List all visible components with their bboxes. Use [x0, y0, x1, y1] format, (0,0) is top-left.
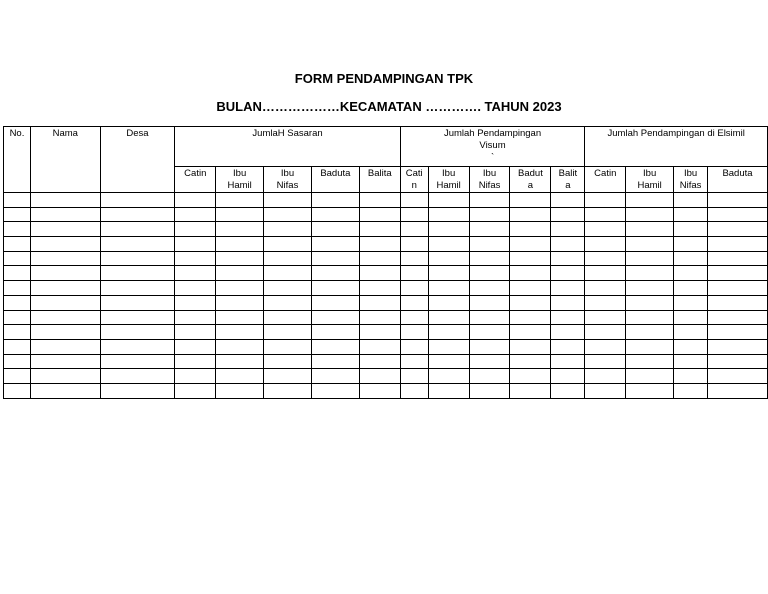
table-cell[interactable] — [400, 354, 428, 369]
table-cell[interactable] — [400, 383, 428, 398]
header-nama: Nama — [30, 127, 100, 193]
form-subtitle: BULAN………………KECAMATAN …………. TAHUN 2023 — [216, 99, 562, 114]
table-cell[interactable] — [585, 325, 626, 340]
table-cell[interactable] — [4, 281, 31, 296]
table-cell[interactable] — [264, 266, 312, 281]
table-cell[interactable] — [674, 369, 708, 384]
table-cell[interactable] — [585, 251, 626, 266]
table-cell[interactable] — [4, 325, 31, 340]
table-cell[interactable] — [708, 266, 768, 281]
table-cell[interactable] — [708, 251, 768, 266]
table-cell[interactable] — [674, 266, 708, 281]
table-cell[interactable] — [359, 281, 400, 296]
table-cell[interactable] — [428, 193, 469, 208]
table-cell[interactable] — [216, 266, 264, 281]
table-cell[interactable] — [100, 325, 175, 340]
table-cell[interactable] — [100, 207, 175, 222]
table-cell[interactable] — [100, 266, 175, 281]
table-cell[interactable] — [264, 295, 312, 310]
table-row — [4, 281, 768, 296]
table-cell[interactable] — [510, 383, 551, 398]
table-cell[interactable] — [674, 325, 708, 340]
table-cell[interactable] — [674, 281, 708, 296]
table-cell[interactable] — [510, 237, 551, 252]
table-cell[interactable] — [428, 207, 469, 222]
table-cell[interactable] — [311, 207, 359, 222]
table-cell[interactable] — [708, 193, 768, 208]
table-cell[interactable] — [311, 339, 359, 354]
table-cell[interactable] — [216, 207, 264, 222]
subheader-sasaran-balita: Balita — [359, 167, 400, 193]
table-cell[interactable] — [100, 383, 175, 398]
table-cell[interactable] — [400, 339, 428, 354]
table-cell[interactable] — [311, 383, 359, 398]
table-cell[interactable] — [551, 193, 585, 208]
table-row — [4, 310, 768, 325]
table-cell[interactable] — [100, 354, 175, 369]
table-cell[interactable] — [30, 383, 100, 398]
table-cell[interactable] — [469, 383, 510, 398]
table-cell[interactable] — [585, 222, 626, 237]
table-row — [4, 193, 768, 208]
table-cell[interactable] — [428, 369, 469, 384]
table-cell[interactable] — [469, 369, 510, 384]
table-cell[interactable] — [428, 295, 469, 310]
table-cell[interactable] — [469, 281, 510, 296]
table-cell[interactable] — [428, 251, 469, 266]
table-row — [4, 369, 768, 384]
table-cell[interactable] — [311, 193, 359, 208]
table-cell[interactable] — [216, 325, 264, 340]
table-cell[interactable] — [551, 354, 585, 369]
table-cell[interactable] — [626, 281, 674, 296]
table-cell[interactable] — [708, 237, 768, 252]
table-cell[interactable] — [400, 295, 428, 310]
table-cell[interactable] — [311, 295, 359, 310]
table-cell[interactable] — [216, 237, 264, 252]
table-cell[interactable] — [4, 251, 31, 266]
table-cell[interactable] — [585, 237, 626, 252]
table-cell[interactable] — [311, 237, 359, 252]
table-cell[interactable] — [30, 339, 100, 354]
table-cell[interactable] — [674, 237, 708, 252]
subheader-visum-catin: Cati n — [400, 167, 428, 193]
table-cell[interactable] — [216, 354, 264, 369]
table-cell[interactable] — [216, 339, 264, 354]
table-cell[interactable] — [626, 237, 674, 252]
table-cell[interactable] — [311, 354, 359, 369]
table-cell[interactable] — [674, 310, 708, 325]
subheader-sasaran-baduta: Baduta — [311, 167, 359, 193]
table-cell[interactable] — [4, 222, 31, 237]
table-cell[interactable] — [469, 295, 510, 310]
table-cell[interactable] — [175, 266, 216, 281]
table-cell[interactable] — [100, 295, 175, 310]
form-title: FORM PENDAMPINGAN TPK — [294, 71, 474, 86]
table-cell[interactable] — [175, 237, 216, 252]
table-cell[interactable] — [626, 295, 674, 310]
table-cell[interactable] — [100, 369, 175, 384]
table-cell[interactable] — [510, 193, 551, 208]
header-jumlah-sasaran: JumlaH Sasaran — [175, 127, 400, 167]
table-cell[interactable] — [674, 251, 708, 266]
table-cell[interactable] — [469, 310, 510, 325]
table-cell[interactable] — [674, 295, 708, 310]
table-cell[interactable] — [708, 325, 768, 340]
subheader-sasaran-ibu-nifas: Ibu Nifas — [264, 167, 312, 193]
subheader-visum-balita: Balit a — [551, 167, 585, 193]
table-cell[interactable] — [585, 369, 626, 384]
table-row — [4, 354, 768, 369]
table-cell[interactable] — [264, 193, 312, 208]
table-cell[interactable] — [4, 354, 31, 369]
table-cell[interactable] — [4, 339, 31, 354]
table-cell[interactable] — [400, 369, 428, 384]
table-cell[interactable] — [4, 237, 31, 252]
table-row — [4, 266, 768, 281]
table-cell[interactable] — [626, 325, 674, 340]
table-cell[interactable] — [510, 310, 551, 325]
table-cell[interactable] — [30, 193, 100, 208]
table-cell[interactable] — [674, 354, 708, 369]
table-cell[interactable] — [30, 237, 100, 252]
table-cell[interactable] — [175, 281, 216, 296]
table-cell[interactable] — [4, 295, 31, 310]
table-cell[interactable] — [469, 222, 510, 237]
table-cell[interactable] — [100, 222, 175, 237]
table-cell[interactable] — [311, 325, 359, 340]
table-cell[interactable] — [626, 207, 674, 222]
subheader-elsimil-catin: Catin — [585, 167, 626, 193]
table-cell[interactable] — [30, 369, 100, 384]
table-cell[interactable] — [4, 310, 31, 325]
table-cell[interactable] — [510, 281, 551, 296]
subheader-visum-baduta: Badut a — [510, 167, 551, 193]
table-cell[interactable] — [216, 295, 264, 310]
subheader-elsimil-ibu-nifas: Ibu Nifas — [674, 167, 708, 193]
table-cell[interactable] — [359, 193, 400, 208]
table-cell[interactable] — [264, 237, 312, 252]
table-cell[interactable] — [175, 339, 216, 354]
table-cell[interactable] — [4, 266, 31, 281]
table-cell[interactable] — [510, 354, 551, 369]
table-cell[interactable] — [510, 295, 551, 310]
table-cell[interactable] — [626, 369, 674, 384]
table-cell[interactable] — [264, 207, 312, 222]
table-cell[interactable] — [551, 281, 585, 296]
table-cell[interactable] — [708, 369, 768, 384]
table-cell[interactable] — [30, 222, 100, 237]
table-cell[interactable] — [551, 266, 585, 281]
table-cell[interactable] — [264, 310, 312, 325]
table-cell[interactable] — [175, 295, 216, 310]
table-row — [4, 339, 768, 354]
table-cell[interactable] — [626, 266, 674, 281]
header-desa: Desa — [100, 127, 175, 193]
table-cell[interactable] — [708, 222, 768, 237]
table-cell[interactable] — [175, 383, 216, 398]
table-cell[interactable] — [216, 369, 264, 384]
table-cell[interactable] — [400, 237, 428, 252]
table-cell[interactable] — [428, 354, 469, 369]
table-cell[interactable] — [708, 354, 768, 369]
table-cell[interactable] — [175, 222, 216, 237]
table-cell[interactable] — [30, 354, 100, 369]
table-cell[interactable] — [359, 266, 400, 281]
table-row — [4, 295, 768, 310]
table-cell[interactable] — [708, 207, 768, 222]
table-cell[interactable] — [428, 222, 469, 237]
table-cell[interactable] — [510, 266, 551, 281]
table-cell[interactable] — [674, 383, 708, 398]
table-cell[interactable] — [510, 222, 551, 237]
table-cell[interactable] — [100, 310, 175, 325]
table-cell[interactable] — [585, 383, 626, 398]
table-cell[interactable] — [30, 207, 100, 222]
table-cell[interactable] — [30, 281, 100, 296]
table-cell[interactable] — [708, 383, 768, 398]
table-cell[interactable] — [551, 310, 585, 325]
table-cell[interactable] — [585, 339, 626, 354]
table-cell[interactable] — [428, 383, 469, 398]
table-cell[interactable] — [626, 339, 674, 354]
table-cell[interactable] — [428, 310, 469, 325]
table-cell[interactable] — [359, 325, 400, 340]
table-cell[interactable] — [100, 339, 175, 354]
table-cell[interactable] — [585, 310, 626, 325]
table-cell[interactable] — [264, 281, 312, 296]
table-cell[interactable] — [428, 266, 469, 281]
table-cell[interactable] — [175, 207, 216, 222]
table-cell[interactable] — [264, 339, 312, 354]
table-cell[interactable] — [551, 237, 585, 252]
table-cell[interactable] — [585, 295, 626, 310]
table-cell[interactable] — [469, 193, 510, 208]
table-cell[interactable] — [626, 222, 674, 237]
data-table — [3, 126, 768, 399]
table-cell[interactable] — [585, 354, 626, 369]
table-cell[interactable] — [469, 339, 510, 354]
table-row — [4, 222, 768, 237]
table-cell[interactable] — [510, 251, 551, 266]
table-cell[interactable] — [510, 369, 551, 384]
table-cell[interactable] — [428, 281, 469, 296]
table-cell[interactable] — [311, 281, 359, 296]
table-cell[interactable] — [359, 354, 400, 369]
table-cell[interactable] — [264, 369, 312, 384]
table-cell[interactable] — [100, 193, 175, 208]
header-row-primary — [4, 127, 768, 167]
table-cell[interactable] — [264, 325, 312, 340]
table-cell[interactable] — [469, 251, 510, 266]
table-cell[interactable] — [510, 339, 551, 354]
table-cell[interactable] — [216, 310, 264, 325]
table-cell[interactable] — [428, 237, 469, 252]
table-cell[interactable] — [359, 207, 400, 222]
table-cell[interactable] — [175, 369, 216, 384]
table-cell[interactable] — [311, 310, 359, 325]
table-cell[interactable] — [551, 383, 585, 398]
table-cell[interactable] — [551, 295, 585, 310]
header-jumlah-pendampingan-elsimil: Jumlah Pendampingan di Elsimil — [585, 127, 768, 167]
table-cell[interactable] — [100, 237, 175, 252]
table-cell[interactable] — [469, 354, 510, 369]
table-cell[interactable] — [264, 222, 312, 237]
table-cell[interactable] — [216, 222, 264, 237]
table-cell[interactable] — [264, 354, 312, 369]
table-cell[interactable] — [469, 237, 510, 252]
table-cell[interactable] — [585, 207, 626, 222]
table-cell[interactable] — [674, 207, 708, 222]
table-cell[interactable] — [708, 339, 768, 354]
table-cell[interactable] — [585, 266, 626, 281]
table-cell[interactable] — [359, 310, 400, 325]
table-cell[interactable] — [175, 193, 216, 208]
table-cell[interactable] — [708, 310, 768, 325]
table-cell[interactable] — [674, 222, 708, 237]
table-cell[interactable] — [626, 251, 674, 266]
table-cell[interactable] — [400, 281, 428, 296]
table-cell[interactable] — [708, 295, 768, 310]
table-row — [4, 325, 768, 340]
table-cell[interactable] — [264, 383, 312, 398]
table-cell[interactable] — [551, 207, 585, 222]
table-cell[interactable] — [400, 207, 428, 222]
subheader-sasaran-catin: Catin — [175, 167, 216, 193]
table-cell[interactable] — [311, 369, 359, 384]
table-cell[interactable] — [30, 325, 100, 340]
table-cell[interactable] — [311, 251, 359, 266]
table-cell[interactable] — [551, 325, 585, 340]
table-cell[interactable] — [469, 266, 510, 281]
table-cell[interactable] — [674, 193, 708, 208]
table-cell[interactable] — [216, 251, 264, 266]
table-cell[interactable] — [428, 325, 469, 340]
header-no: No. — [4, 127, 31, 193]
table-cell[interactable] — [708, 281, 768, 296]
table-cell[interactable] — [175, 310, 216, 325]
table-cell[interactable] — [400, 251, 428, 266]
table-cell[interactable] — [400, 222, 428, 237]
table-row — [4, 207, 768, 222]
table-cell[interactable] — [359, 295, 400, 310]
table-cell[interactable] — [510, 325, 551, 340]
table-cell[interactable] — [4, 369, 31, 384]
table-cell[interactable] — [359, 383, 400, 398]
table-cell[interactable] — [469, 207, 510, 222]
table-cell[interactable] — [359, 222, 400, 237]
table-cell[interactable] — [30, 266, 100, 281]
table-cell[interactable] — [4, 383, 31, 398]
table-cell[interactable] — [4, 207, 31, 222]
table-cell[interactable] — [359, 237, 400, 252]
subheader-elsimil-baduta: Baduta — [708, 167, 768, 193]
table-cell[interactable] — [311, 222, 359, 237]
table-cell[interactable] — [551, 339, 585, 354]
table-cell[interactable] — [100, 251, 175, 266]
table-cell[interactable] — [30, 310, 100, 325]
table-cell[interactable] — [626, 354, 674, 369]
table-row — [4, 237, 768, 252]
table-cell[interactable] — [585, 281, 626, 296]
table-cell[interactable] — [216, 193, 264, 208]
table-cell[interactable] — [400, 266, 428, 281]
table-cell[interactable] — [264, 251, 312, 266]
table-cell[interactable] — [30, 251, 100, 266]
table-cell[interactable] — [100, 281, 175, 296]
table-cell[interactable] — [585, 193, 626, 208]
table-cell[interactable] — [626, 310, 674, 325]
table-row — [4, 383, 768, 398]
subheader-elsimil-ibu-hamil: Ibu Hamil — [626, 167, 674, 193]
table-cell[interactable] — [626, 383, 674, 398]
table-cell[interactable] — [674, 339, 708, 354]
table-cell[interactable] — [175, 251, 216, 266]
table-cell[interactable] — [216, 281, 264, 296]
table-cell[interactable] — [626, 193, 674, 208]
table-cell[interactable] — [551, 251, 585, 266]
table-cell[interactable] — [359, 251, 400, 266]
table-cell[interactable] — [469, 325, 510, 340]
table-cell[interactable] — [400, 325, 428, 340]
subheader-visum-ibu-nifas: Ibu Nifas — [469, 167, 510, 193]
table-cell[interactable] — [359, 339, 400, 354]
table-cell[interactable] — [4, 193, 31, 208]
table-cell[interactable] — [175, 354, 216, 369]
table-cell[interactable] — [175, 325, 216, 340]
header-jumlah-pendampingan-visum: Jumlah Pendampingan Visum ` — [400, 127, 585, 167]
table-cell[interactable] — [551, 369, 585, 384]
table-cell[interactable] — [510, 207, 551, 222]
table-cell[interactable] — [400, 310, 428, 325]
table-cell[interactable] — [311, 266, 359, 281]
subheader-sasaran-ibu-hamil: Ibu Hamil — [216, 167, 264, 193]
table-cell[interactable] — [30, 295, 100, 310]
table-cell[interactable] — [551, 222, 585, 237]
table-cell[interactable] — [428, 339, 469, 354]
table-row — [4, 251, 768, 266]
table-cell[interactable] — [400, 193, 428, 208]
subheader-visum-ibu-hamil: Ibu Hamil — [428, 167, 469, 193]
table-cell[interactable] — [359, 369, 400, 384]
table-cell[interactable] — [216, 383, 264, 398]
